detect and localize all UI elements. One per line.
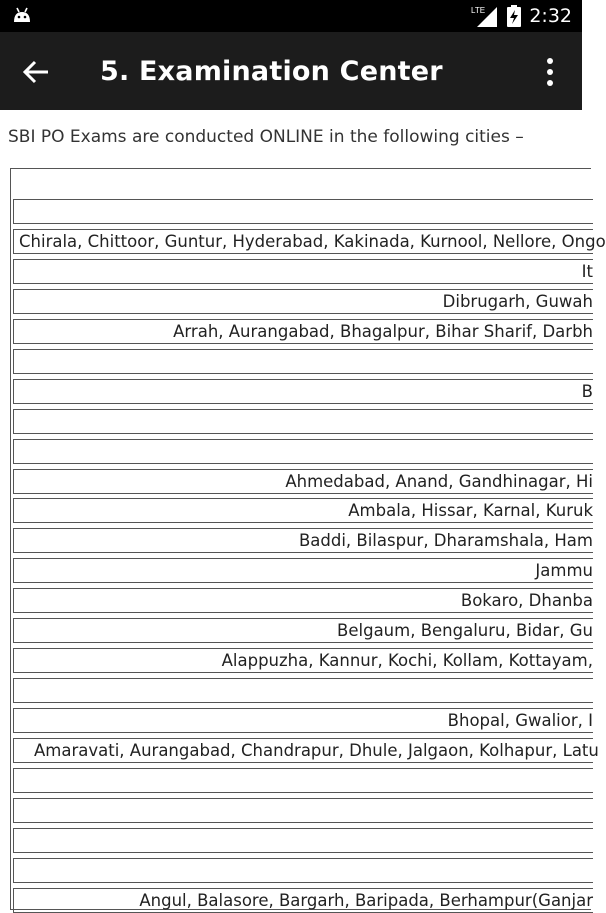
- table-row: [13, 409, 593, 434]
- status-time: 2:32: [529, 5, 572, 27]
- table-row: [13, 229, 606, 254]
- table-cell-text: B: [581, 382, 593, 401]
- table-cell-text: Dibrugarh, Guwah: [442, 292, 593, 311]
- table-row: [13, 558, 593, 583]
- table-row: [13, 678, 593, 703]
- table-cell-text: Arrah, Aurangabad, Bhagalpur, Bihar Sharif, Darbh: [173, 322, 593, 341]
- lte-signal-icon: [471, 5, 499, 27]
- back-arrow-icon[interactable]: [20, 56, 52, 88]
- table-cell-text: Baddi, Bilaspur, Dharamshala, Ham: [298, 531, 593, 550]
- table-cell-text: Belgaum, Bengaluru, Bidar, Gu: [337, 621, 593, 640]
- intro-text: SBI PO Exams are conducted ONLINE in the following cities –: [8, 127, 524, 147]
- table-row: [13, 469, 593, 494]
- table-cell-text: Ambala, Hissar, Karnal, Kuruk: [348, 501, 593, 520]
- table-row: [13, 379, 593, 404]
- table-row: [13, 498, 593, 523]
- table-row: [13, 888, 593, 913]
- table-row: [13, 828, 593, 853]
- table-cell-text: Chirala, Chittoor, Guntur, Hyderabad, Kakinada, Kurnool, Nellore, Ongo: [19, 232, 606, 251]
- table-row: [13, 528, 593, 553]
- table-cell-text: Ahmedabad, Anand, Gandhinagar, Hi: [285, 472, 593, 491]
- table-cell-text: Angul, Balasore, Bargarh, Baripada, Berhampur(Ganjar: [139, 891, 593, 910]
- table-row: [13, 439, 593, 464]
- table-row: [13, 738, 599, 763]
- more-vert-icon[interactable]: [536, 57, 564, 87]
- table-row: [13, 708, 593, 733]
- table-row: [13, 588, 593, 613]
- app-bar: [0, 32, 582, 110]
- table-row: [13, 618, 593, 643]
- page-title: 5. Examination Center: [100, 56, 443, 87]
- status-bar: [0, 0, 582, 32]
- table-cell-text: It: [581, 262, 593, 281]
- battery-charging-icon: [507, 5, 521, 27]
- table-cell-text: Bokaro, Dhanba: [460, 591, 593, 610]
- table-row: [13, 768, 593, 793]
- table-row: [13, 259, 593, 284]
- table-row: [13, 199, 593, 224]
- table-cell-text: Alappuzha, Kannur, Kochi, Kollam, Kottayam,: [221, 651, 593, 670]
- table-row: [13, 798, 593, 823]
- table-row: [13, 349, 593, 374]
- table-cell-text: Bhopal, Gwalior, I: [447, 711, 593, 730]
- exam-centers-table: [10, 168, 606, 910]
- table-row: [13, 858, 593, 883]
- table-cell-text: Jammu: [535, 561, 593, 580]
- table-row: [13, 648, 593, 673]
- table-cell-text: Amaravati, Aurangabad, Chandrapur, Dhule, Jalgaon, Kolhapur, Latu: [34, 741, 599, 760]
- table-row: [13, 289, 593, 314]
- android-icon: [12, 6, 32, 24]
- network-label: LTE: [471, 6, 486, 15]
- table-row: [13, 319, 593, 344]
